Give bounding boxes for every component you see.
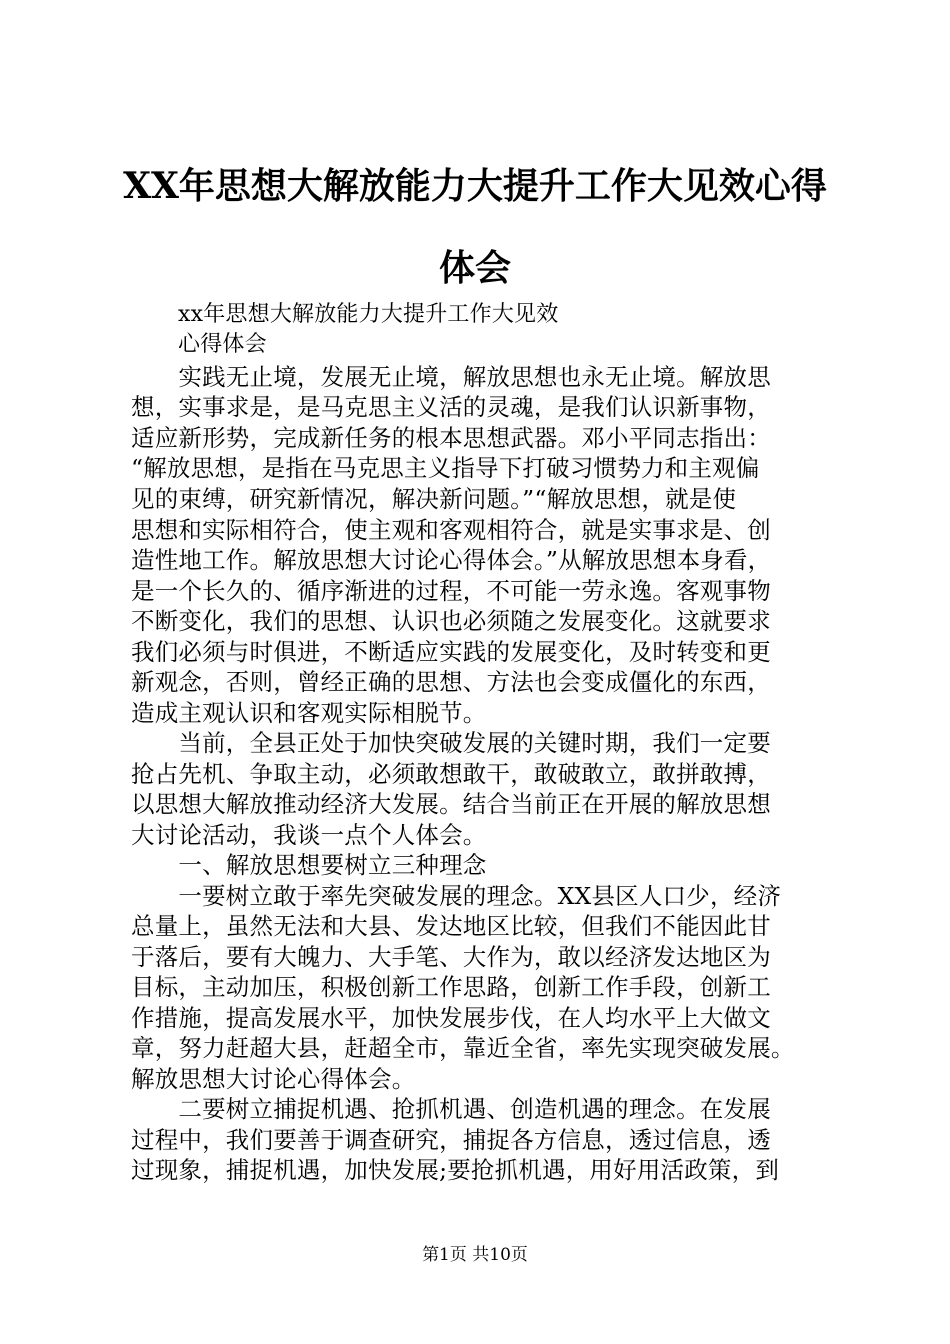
paragraph-line: 一要树立敢于率先突破发展的理念。XX县区人口少，经济 bbox=[131, 882, 782, 910]
paragraph-line: 是一个长久的、循序渐进的过程，不可能一劳永逸。客观事物 bbox=[131, 577, 771, 605]
paragraph-line: 于落后，要有大魄力、大手笔、大作为，敢以经济发达地区为 bbox=[131, 943, 771, 971]
paragraph-line: “解放思想，是指在马克思主义指导下打破习惯势力和主观偏 bbox=[131, 454, 760, 482]
paragraph-line: 见的束缚，研究新情况，解决新问题。”“解放思想，就是使 bbox=[131, 485, 737, 513]
paragraph-line: 适应新形势，完成新任务的根本思想武器。邓小平同志指出： bbox=[131, 424, 771, 452]
page-title-continued: 体会 bbox=[438, 247, 511, 289]
page-number-footer: 第1页 共10页 bbox=[422, 1245, 528, 1265]
paragraph-line: 造性地工作。解放思想大讨论心得体会。”从解放思想本身看， bbox=[131, 546, 772, 574]
paragraph-line: 当前，全县正处于加快突破发展的关键时期，我们一定要 bbox=[131, 729, 771, 757]
paragraph-line: 新观念，否则，曾经正确的思想、方法也会变成僵化的东西， bbox=[131, 668, 771, 696]
paragraph-line: 以思想大解放推动经济大发展。结合当前正在开展的解放思想 bbox=[131, 790, 771, 818]
subtitle-continued: 心得体会 bbox=[178, 332, 267, 357]
paragraph-line: 总量上，虽然无法和大县、发达地区比较，但我们不能因此甘 bbox=[131, 912, 771, 940]
paragraph-line: 目标，主动加压，积极创新工作思路，创新工作手段，创新工 bbox=[131, 973, 771, 1001]
subtitle: xx年思想大解放能力大提升工作大见效 bbox=[178, 302, 559, 327]
paragraph-line: 不断变化，我们的思想、认识也必须随之发展变化。这就要求 bbox=[131, 607, 771, 635]
section-heading: 一、解放思想要树立三种理念 bbox=[131, 851, 487, 879]
paragraph-line: 作措施，提高发展水平，加快发展步伐，在人均水平上大做文 bbox=[131, 1004, 771, 1032]
paragraph-line: 实践无止境，发展无止境，解放思想也永无止境。解放思 bbox=[131, 363, 771, 391]
paragraph-line: 解放思想大讨论心得体会。 bbox=[131, 1065, 416, 1093]
paragraph-line: 我们必须与时俱进，不断适应实践的发展变化，及时转变和更 bbox=[131, 638, 771, 666]
paragraph-line: 章，努力赶超大县，赶超全市，靠近全省，率先实现突破发展。 bbox=[131, 1034, 795, 1062]
paragraph-line: 过现象，捕捉机遇，加快发展;要抢抓机遇，用好用活政策，到 bbox=[131, 1156, 780, 1184]
paragraph-line: 大讨论活动，我谈一点个人体会。 bbox=[131, 821, 487, 849]
paragraph-line: 思想和实际相符合，使主观和客观相符合，就是实事求是、创 bbox=[131, 516, 771, 544]
paragraph-line: 造成主观认识和客观实际相脱节。 bbox=[131, 699, 487, 727]
paragraph-line: 想，实事求是，是马克思主义活的灵魂，是我们认识新事物， bbox=[131, 393, 771, 421]
paragraph-line: 抢占先机、争取主动，必须敢想敢干，敢破敢立，敢拼敢搏， bbox=[131, 760, 771, 788]
paragraph-line: 二要树立捕捉机遇、抢抓机遇、创造机遇的理念。在发展 bbox=[131, 1095, 771, 1123]
paragraph-line: 过程中，我们要善于调查研究，捕捉各方信息，透过信息，透 bbox=[131, 1126, 771, 1154]
page-title: XX年思想大解放能力大提升工作大见效心得 bbox=[123, 165, 827, 207]
